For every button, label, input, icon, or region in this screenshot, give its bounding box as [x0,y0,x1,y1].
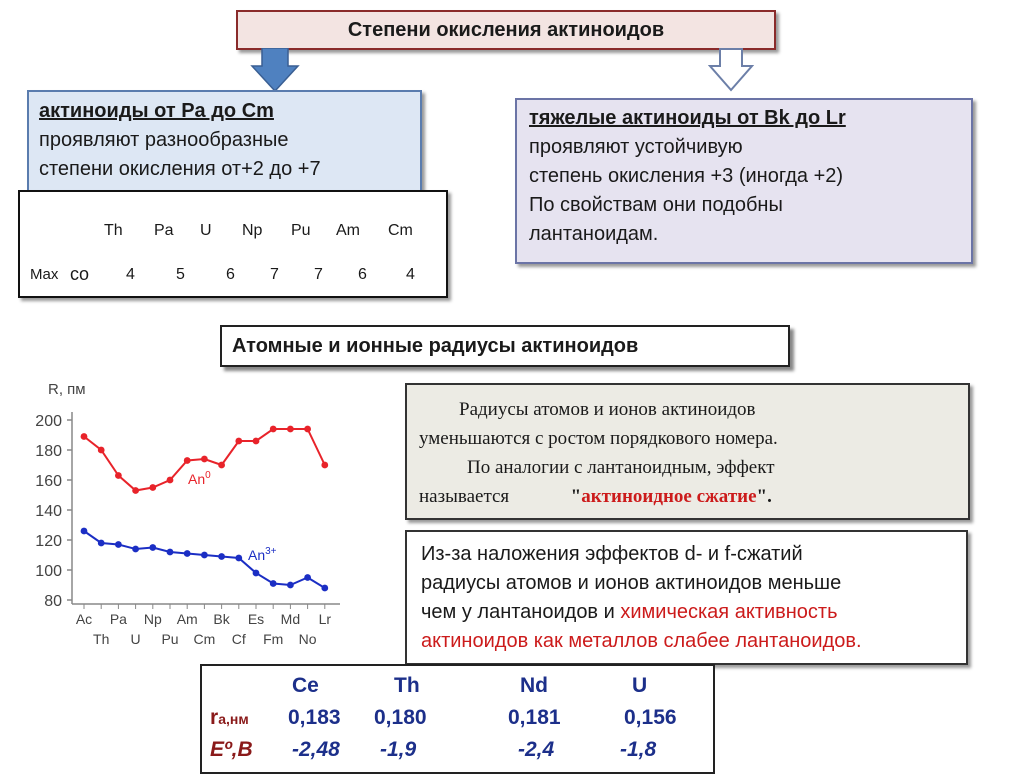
data-point-1-12 [287,582,294,589]
slide-title: Степени окисления актиноидов [236,10,776,50]
data-point-1-5 [167,549,174,556]
y-tick-label: 180 [35,443,62,460]
contraction-note-line-4 [419,482,956,511]
actinide-contraction-term: актиноидное сжатие [581,486,757,507]
data-point-1-8 [218,553,225,560]
value-u: 6 [226,266,235,283]
heavy-actinides-text-1: проявляют устойчивую [529,136,743,158]
header-ce: Ce [292,674,319,697]
radii-line-chart [20,372,365,662]
y-tick-label: 120 [35,533,62,550]
data-point-1-3 [132,546,139,553]
y-tick-label: 160 [35,473,62,490]
x-tick-label: Ac [75,611,93,627]
data-point-0-3 [132,487,139,494]
data-point-1-11 [270,580,277,587]
x-ticks [76,604,332,647]
header-u: U [632,674,648,697]
radius-ce: 0,183 [288,706,341,729]
data-point-1-2 [115,541,122,548]
element-np: Np [242,222,263,239]
heavy-actinides-box [515,98,973,264]
potential-nd: -2,4 [518,738,555,761]
data-point-1-4 [149,544,156,551]
data-point-0-11 [270,426,277,433]
element-u: U [200,222,212,239]
potential-th: -1,9 [380,738,417,761]
data-point-1-0 [81,528,88,535]
element-th: Th [104,222,123,239]
data-point-0-13 [304,426,311,433]
x-tick-label: Pa [109,611,127,627]
y-axis-label: R, пм [48,381,86,398]
data-point-1-7 [201,552,208,559]
oxidation-state-table [18,190,448,298]
potential-ce: -2,48 [292,738,340,761]
radius-th: 0,180 [374,706,427,729]
potential-row-label: Eº,B [210,738,253,761]
y-tick-label: 100 [35,563,62,580]
data-point-1-9 [235,555,242,562]
y-tick-label: 140 [35,503,62,520]
row-label-max: Max [30,266,59,283]
x-tick-label: Lr [318,611,332,627]
value-am: 6 [358,266,367,283]
row-label-co: co [70,264,90,284]
data-point-0-9 [235,438,242,445]
radius-row-label: rа,нм [210,706,249,729]
data-point-0-10 [253,438,260,445]
value-cm: 4 [406,266,415,283]
potential-u: -1,8 [620,738,657,761]
data-point-1-14 [321,585,328,592]
x-tick-label: Bk [213,611,230,627]
reactivity-note-line-2: радиусы атомов и ионов актиноидов меньше [421,572,842,594]
down-arrow-right [708,48,754,93]
element-am: Am [336,222,360,239]
value-th: 4 [126,266,135,283]
data-point-0-12 [287,426,294,433]
x-tick-label: Fm [263,631,284,647]
series-layer [81,426,329,592]
data-point-1-1 [98,540,105,547]
data-point-0-1 [98,447,105,454]
y-tick-label: 80 [44,593,62,610]
data-point-0-0 [81,433,88,440]
reactivity-highlight-1: химическая активность [620,601,838,623]
heavy-actinides-heading: тяжелые актиноиды от Bk до Lr [529,107,846,129]
heavy-actinides-text-2: степень окисления +3 (иногда +2) [529,165,844,187]
x-tick-label: U [130,631,141,647]
light-actinides-text-2: степени окисления от+2 до +7 [39,158,321,180]
down-arrow-left [250,48,300,93]
reactivity-highlight-2: актиноидов как металлов слабее лантаноидов. [421,630,862,652]
x-tick-label: Np [143,611,162,627]
header-th: Th [394,674,420,697]
x-tick-label: Md [280,611,301,627]
contraction-note-line-1: Радиусы атомов и ионов актиноидов [459,399,756,420]
y-tick-label: 200 [35,413,62,430]
series-line-1 [84,531,325,588]
heavy-actinides-text-4: лантаноидам. [529,223,659,245]
header-nd: Nd [520,674,548,697]
data-point-0-5 [167,477,174,484]
reactivity-note [405,530,968,665]
value-np: 7 [270,266,279,283]
series-label-an3: $An^{3+}$ [248,546,277,563]
comparison-table [200,664,715,774]
reactivity-note-line-1: Из-за наложения эффектов d- и f-сжатий [421,543,803,565]
element-pu: Pu [291,222,311,239]
data-point-0-7 [201,456,208,463]
light-actinides-heading: актиноиды от Pa до Cm [39,100,274,122]
light-actinides-text-1: проявляют разнообразные [39,129,289,151]
data-point-0-6 [184,457,191,464]
contraction-note-called: называется [419,486,510,507]
x-tick-label: Pu [161,631,179,647]
x-tick-label: Cf [231,631,246,647]
data-point-0-4 [149,484,156,491]
contraction-note-line-2: уменьшаются с ростом порядкового номера. [419,428,778,449]
element-cm: Cm [388,222,413,239]
value-pu: 7 [314,266,323,283]
y-ticks [35,413,72,610]
x-tick-label: Th [93,631,110,647]
data-point-0-14 [321,462,328,469]
value-pa: 5 [176,266,185,283]
element-pa: Pa [154,222,174,239]
quote-close: ". [756,486,772,507]
radius-nd: 0,181 [508,706,561,729]
radius-u: 0,156 [624,706,677,729]
x-tick-label: Es [247,611,265,627]
data-point-1-13 [304,574,311,581]
x-tick-label: Cm [193,631,216,647]
reactivity-note-line-3: чем у лантаноидов и химическая активность [421,601,838,623]
series-label-an0: An$^0$ [188,470,211,487]
data-point-0-2 [115,472,122,479]
data-point-0-8 [218,462,225,469]
radii-section-title: Атомные и ионные радиусы актиноидов [220,325,790,367]
contraction-note-line-3: По аналогии с лантаноидным, эффект [467,457,775,478]
contraction-note [405,383,970,520]
data-point-1-6 [184,550,191,557]
x-tick-label: Am [176,611,198,627]
quote-open: " [570,486,582,507]
data-point-1-10 [253,570,260,577]
heavy-actinides-text-3: По свойствам они подобны [529,194,783,216]
x-tick-label: No [298,631,317,647]
